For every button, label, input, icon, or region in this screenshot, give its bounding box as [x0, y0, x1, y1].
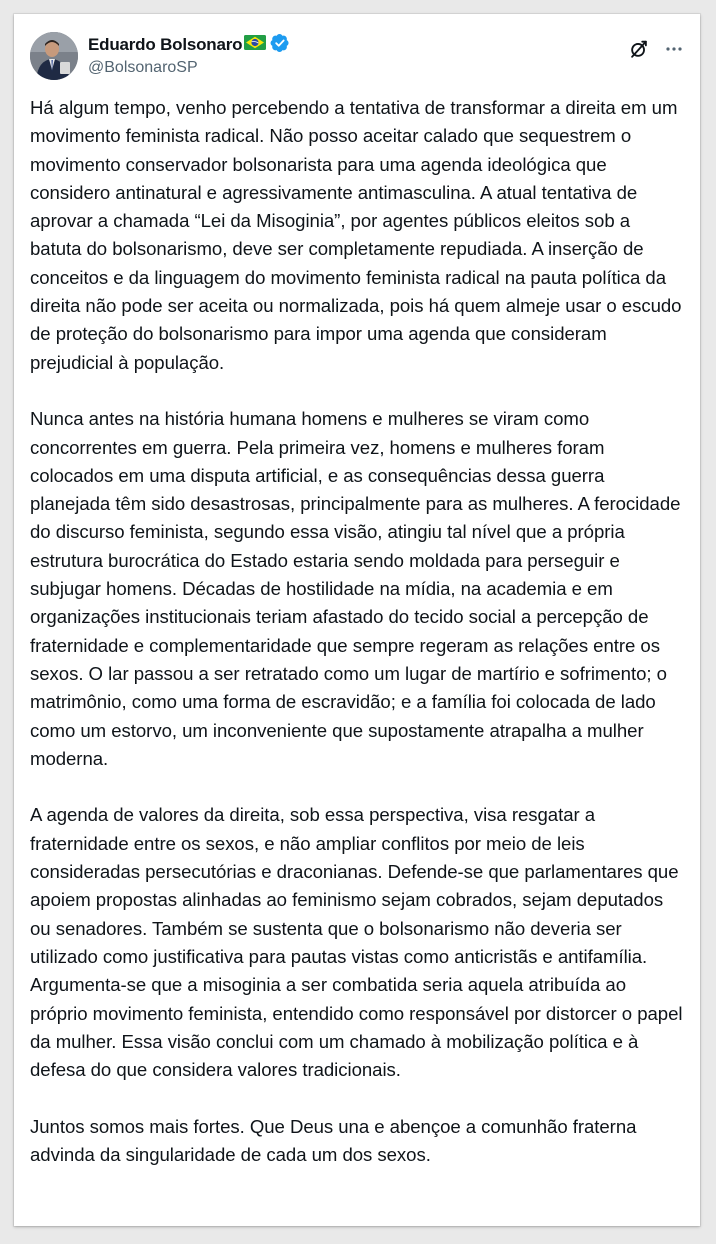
post-text [30, 94, 686, 1198]
handle[interactable]: @BolsonaroSP [88, 59, 198, 76]
display-name-row [88, 34, 290, 56]
header-actions [628, 38, 684, 65]
grok-icon[interactable] [628, 38, 650, 65]
post-paragraph-3: A agenda de valores da direita, sob essa perspectiva, visa resgatar a fraternidade entre os sexos, e não ampliar conflitos por meio de leis consideradas persecutórias e draconianas. Defende-se que parlamentares que apoiem propostas alinhadas ao feminismo sejam cobrados, sejam deputados ou senadores. Também se sustenta que o bolsonarismo não deveria ser utilizado como justificativa para pautas vistas como anticristãs e antifamília. Argumenta-se que a misoginia a ser combatida seria aquela atribuída ao próprio movimento feminista, entendido como responsável por distorcer o papel da mulher. Essa visão conclui com um chamado à mobilização política e à defesa do que considera valores tradicionais. [30, 804, 688, 1081]
post-paragraph-1: Há algum tempo, venho percebendo a tentativa de transformar a direita em um movimento feminista radical. Não posso aceitar calado que sequestrem o movimento conservador bolsonarista para uma agenda ideológica que considero antinatural e agressivamente antimasculina. A atual tentativa de aprovar a chamada “Lei da Misoginia”, por agentes públicos eleitos sob a batuta do bolsonarismo, deve ser completamente repudiada. A inserção de conceitos e da linguagem do movimento feminista radical na pauta política da direita não pode ser aceita ou normalizada, pois há quem almeje usar o escudo de proteção do bolsonarismo para impor uma agenda que consideram prejudicial à população. [30, 97, 687, 373]
display-name[interactable]: Eduardo Bolsonaro [88, 35, 243, 54]
post-paragraph-2: Nunca antes na história humana homens e mulheres se viram como concorrentes em guerra. Pela primeira vez, homens e mulheres foram colocados em uma disputa artificial, e as consequências dessa guerra planejada têm sido desastrosas, principalmente para as mulheres. A ferocidade do discurso feminista, segundo essa visão, atingiu tal nível que a própria estrutura burocrática do Estado estaria sendo moldada para perseguir e subjugar homens. Décadas de hostilidade na mídia, na academia e em organizações institucionais teriam afastado do tecido social a percepção de fraternidade e complementaridade que sempre regeram as relações entre os sexos. O lar passou a ser retratado como um lugar de martírio e sofrimento; o matrimônio, como uma forma de escravidão; e a família foi colocada de lado como um estorvo, um inconveniente que supostamente atrapalha a mulher moderna. [30, 408, 686, 769]
post-card [14, 14, 700, 1226]
post-header [30, 32, 684, 88]
verified-badge-icon[interactable] [270, 33, 290, 58]
post-paragraph-4: Juntos somos mais fortes. Que Deus una e abençoe a comunhão fraterna advinda da singularidade de cada um dos sexos. [30, 1115, 642, 1165]
avatar-image [30, 32, 78, 80]
more-options-icon[interactable] [664, 39, 684, 64]
author-names [88, 34, 290, 77]
avatar[interactable] [30, 32, 78, 80]
brazil-flag-icon [244, 35, 266, 55]
